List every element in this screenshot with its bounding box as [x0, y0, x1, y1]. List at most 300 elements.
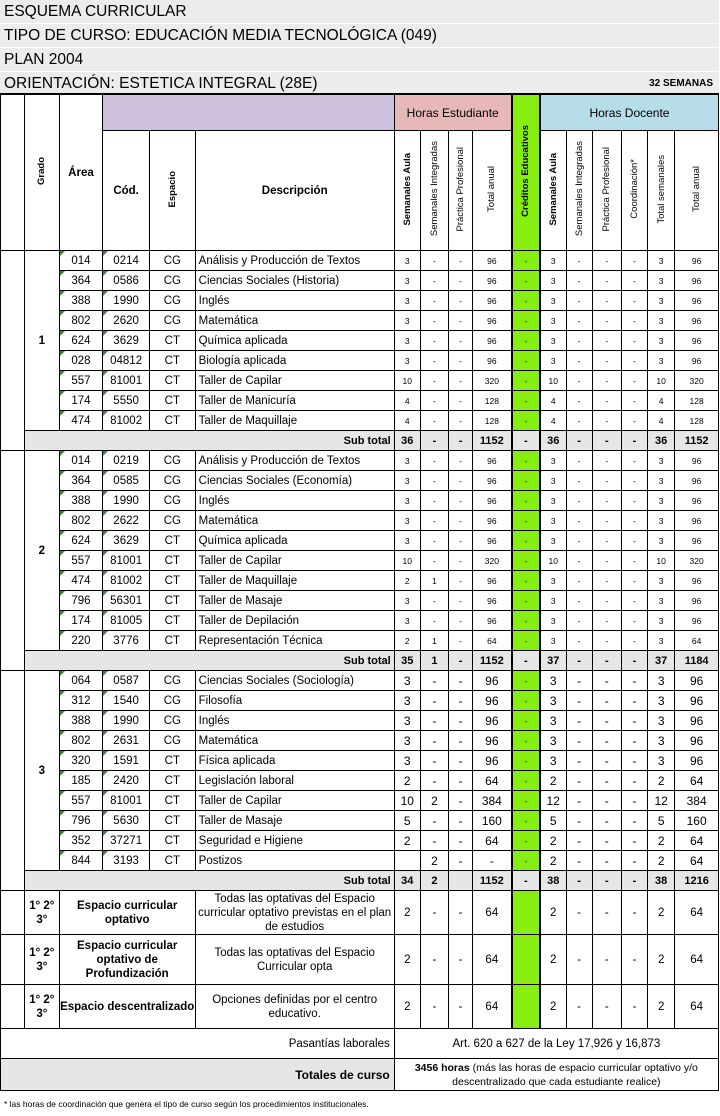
subtotal-row [1, 431, 719, 451]
value-cell: - [512, 451, 540, 471]
value-cell: 96 [473, 511, 512, 531]
table-row [1, 471, 719, 491]
value-cell: - [621, 451, 647, 471]
value-cell: - [512, 591, 540, 611]
subtotal-row [1, 871, 719, 891]
value-cell: - [566, 551, 592, 571]
espacio-cell: CT [149, 331, 195, 351]
col-area: Área [59, 95, 103, 251]
description-cell: Ciencias Sociales (Historia) [195, 271, 394, 291]
espacio-cell: CG [149, 271, 195, 291]
value-cell: - [449, 331, 473, 351]
value-cell: - [566, 411, 592, 431]
description-cell: Química aplicada [195, 331, 394, 351]
subtotal-value: - [566, 651, 592, 671]
value-cell: - [449, 611, 473, 631]
left-margin-cell [1, 935, 25, 985]
area-cell: 364 [59, 271, 103, 291]
area-cell: 014 [59, 451, 103, 471]
value-cell: 2 [394, 771, 420, 791]
area-cell: 802 [59, 731, 103, 751]
totales-hours: 3456 horas [414, 1061, 470, 1074]
subtotal-value: 1152 [473, 651, 512, 671]
value-cell: 2 [540, 831, 566, 851]
value-cell: 96 [473, 751, 512, 771]
value-cell: 2 [420, 791, 448, 811]
value-cell: 3 [540, 691, 566, 711]
description-cell: Química aplicada [195, 531, 394, 551]
table-row [1, 451, 719, 471]
value-cell: - [449, 511, 473, 531]
value-cell: - [621, 411, 647, 431]
value-cell: - [449, 531, 473, 551]
table-row [1, 811, 719, 831]
value-cell: - [592, 771, 621, 791]
value-cell: - [592, 591, 621, 611]
value-cell: 64 [675, 891, 719, 935]
espacio-cell: CG [149, 451, 195, 471]
value-cell: - [592, 451, 621, 471]
espacio-cell: CT [149, 551, 195, 571]
value-cell: 96 [473, 251, 512, 271]
value-cell: - [512, 311, 540, 331]
area-cell: 624 [59, 531, 103, 551]
value-cell: - [592, 531, 621, 551]
subtotal-label: Sub total [24, 651, 394, 671]
subtotal-value: - [592, 651, 621, 671]
value-cell: 3 [394, 691, 420, 711]
value-cell: - [621, 271, 647, 291]
value-cell: - [592, 691, 621, 711]
subtotal-value: 37 [540, 651, 566, 671]
value-cell: 2 [648, 831, 675, 851]
optional-grades: 1° 2° 3° [24, 985, 59, 1029]
value-cell: - [592, 751, 621, 771]
value-cell: 3 [648, 631, 675, 651]
value-cell: - [420, 371, 448, 391]
espacio-cell: CG [149, 251, 195, 271]
value-cell: - [592, 571, 621, 591]
value-cell: 4 [648, 391, 675, 411]
value-cell: 2 [540, 891, 566, 935]
value-cell: 5 [648, 811, 675, 831]
description-cell: Seguridad e Higiene [195, 831, 394, 851]
espacio-cell: CT [149, 631, 195, 651]
value-cell: - [512, 471, 540, 491]
value-cell: - [449, 411, 473, 431]
value-cell: 96 [473, 691, 512, 711]
value-cell: 96 [675, 711, 719, 731]
value-cell: - [621, 891, 647, 935]
value-cell: 10 [648, 371, 675, 391]
value-cell: 96 [675, 611, 719, 631]
value-cell: 128 [675, 411, 719, 431]
subtotal-value: - [512, 651, 540, 671]
optional-grades: 1° 2° 3° [24, 935, 59, 985]
value-cell: 3 [648, 331, 675, 351]
value-cell: 3 [540, 591, 566, 611]
area-cell: 624 [59, 331, 103, 351]
value-cell: 3 [394, 491, 420, 511]
subtotal-row [1, 651, 719, 671]
value-cell: - [566, 711, 592, 731]
value-cell: 3 [540, 251, 566, 271]
subtotal-value: - [621, 871, 647, 891]
description-cell: Taller de Depilación [195, 611, 394, 631]
value-cell: 3 [394, 731, 420, 751]
value-cell: 10 [648, 551, 675, 571]
value-cell: - [420, 751, 448, 771]
code-cell: 2622 [103, 511, 150, 531]
value-cell: - [420, 731, 448, 751]
value-cell: 3 [394, 671, 420, 691]
value-cell: - [512, 351, 540, 371]
value-cell: - [420, 611, 448, 631]
table-row [1, 831, 719, 851]
code-cell: 1990 [103, 491, 150, 511]
subtotal-value: 34 [394, 871, 420, 891]
description-cell: Biología aplicada [195, 351, 394, 371]
weeks-label: 32 SEMANAS [649, 78, 713, 89]
value-cell: 96 [473, 451, 512, 471]
table-row [1, 791, 719, 811]
subtotal-value: 36 [394, 431, 420, 451]
value-cell: 3 [648, 491, 675, 511]
value-cell: - [420, 771, 448, 791]
value-cell: - [566, 891, 592, 935]
value-cell: 96 [675, 571, 719, 591]
value-cell: 3 [648, 571, 675, 591]
subtotal-value: 36 [648, 431, 675, 451]
col-doc-practica: Práctica Profesional [592, 131, 621, 251]
table-row [1, 691, 719, 711]
totales-row [1, 1059, 719, 1091]
value-cell: - [566, 691, 592, 711]
description-cell: Análisis y Producción de Textos [195, 451, 394, 471]
value-cell: - [420, 271, 448, 291]
value-cell: 320 [473, 371, 512, 391]
value-cell: 3 [648, 591, 675, 611]
table-row [1, 591, 719, 611]
code-cell: 3629 [103, 331, 150, 351]
col-creditos: Créditos Educativos [512, 95, 540, 251]
left-margin-cell [1, 451, 25, 671]
value-cell: - [566, 311, 592, 331]
code-cell: 0587 [103, 671, 150, 691]
value-cell: - [592, 671, 621, 691]
value-cell: - [449, 671, 473, 691]
value-cell: - [621, 511, 647, 531]
value-cell: 10 [540, 371, 566, 391]
table-row [1, 371, 719, 391]
title-plan: PLAN 2004 [0, 48, 719, 72]
col-grado: Grado [24, 95, 59, 251]
value-cell: - [449, 631, 473, 651]
value-cell: 12 [540, 791, 566, 811]
area-cell: 388 [59, 491, 103, 511]
value-cell: 4 [394, 391, 420, 411]
table-row [1, 611, 719, 631]
value-cell: - [566, 491, 592, 511]
optional-grades: 1° 2° 3° [24, 891, 59, 935]
value-cell: - [592, 631, 621, 651]
optional-space-name: Espacio curricular optativo [59, 891, 195, 935]
value-cell: - [512, 631, 540, 651]
value-cell: 3 [648, 691, 675, 711]
value-cell: 96 [675, 451, 719, 471]
value-cell: - [592, 851, 621, 871]
value-cell: 96 [473, 731, 512, 751]
totales-value [394, 1059, 718, 1091]
value-cell: - [566, 985, 592, 1029]
value-cell: 4 [540, 411, 566, 431]
value-cell: 384 [675, 791, 719, 811]
value-cell: - [566, 811, 592, 831]
value-cell: 10 [394, 551, 420, 571]
value-cell: 3 [648, 711, 675, 731]
value-cell: 96 [473, 611, 512, 631]
subtotal-value: - [592, 431, 621, 451]
subtotal-value: 35 [394, 651, 420, 671]
value-cell: - [566, 371, 592, 391]
value-cell: 3 [648, 671, 675, 691]
value-cell: - [512, 271, 540, 291]
subtotal-value: - [512, 431, 540, 451]
value-cell: - [592, 511, 621, 531]
value-cell: 3 [540, 351, 566, 371]
value-cell: 3 [394, 311, 420, 331]
espacio-cell: CG [149, 671, 195, 691]
table-row [1, 771, 719, 791]
value-cell: - [592, 985, 621, 1029]
subtotal-value: - [449, 651, 473, 671]
value-cell: - [592, 311, 621, 331]
value-cell: 3 [648, 271, 675, 291]
subtotal-value: - [420, 431, 448, 451]
value-cell: - [566, 631, 592, 651]
value-cell: 96 [473, 571, 512, 591]
col-est-sem-aula: Semanales Aula [394, 131, 420, 251]
subtotal-value: - [566, 431, 592, 451]
value-cell: - [420, 491, 448, 511]
value-cell: 64 [473, 771, 512, 791]
value-cell: 96 [675, 331, 719, 351]
grade-number: 2 [24, 451, 59, 651]
optional-space-desc: Todas las optativas del Espacio curricular optativo previstas en el plan de estudios [195, 891, 394, 935]
value-cell: - [512, 411, 540, 431]
espacio-cell: CT [149, 811, 195, 831]
table-row [1, 291, 719, 311]
value-cell: - [592, 471, 621, 491]
value-cell: 96 [675, 271, 719, 291]
value-cell: 2 [648, 985, 675, 1029]
description-cell: Taller de Masaje [195, 591, 394, 611]
value-cell: - [566, 531, 592, 551]
footnote: * las horas de coordinación que genera el tipo de curso según los procedimientos institucionales. [4, 1099, 369, 1109]
value-cell: 2 [648, 891, 675, 935]
value-cell: - [621, 551, 647, 571]
description-cell: Taller de Maquillaje [195, 571, 394, 591]
value-cell: 96 [675, 671, 719, 691]
subtotal-value: 36 [540, 431, 566, 451]
col-est-sem-integradas: Semanales Integradas [420, 131, 448, 251]
subtotal-value: 1152 [473, 431, 512, 451]
value-cell: 96 [473, 271, 512, 291]
value-cell: 3 [648, 311, 675, 331]
table-row [1, 571, 719, 591]
value-cell: - [566, 271, 592, 291]
area-cell: 557 [59, 371, 103, 391]
code-cell: 0214 [103, 251, 150, 271]
value-cell: 3 [540, 631, 566, 651]
value-cell: - [449, 831, 473, 851]
description-cell: Legislación laboral [195, 771, 394, 791]
value-cell: - [449, 391, 473, 411]
subtotal-value: - [592, 871, 621, 891]
value-cell: - [592, 791, 621, 811]
description-cell: Taller de Masaje [195, 811, 394, 831]
description-cell: Matemática [195, 731, 394, 751]
value-cell: 2 [648, 935, 675, 985]
value-cell: 3 [540, 671, 566, 691]
value-cell: 64 [473, 985, 512, 1029]
value-cell: - [621, 831, 647, 851]
description-cell: Taller de Capilar [195, 371, 394, 391]
optional-space-name: Espacio curricular optativo de Profundización [59, 935, 195, 985]
area-cell: 802 [59, 311, 103, 331]
value-cell: 128 [473, 411, 512, 431]
table-row [1, 351, 719, 371]
value-cell: - [592, 271, 621, 291]
espacio-cell: CT [149, 791, 195, 811]
left-margin-cell [1, 671, 25, 891]
value-cell: 3 [540, 751, 566, 771]
value-cell: 96 [473, 311, 512, 331]
value-cell: 3 [648, 251, 675, 271]
value-cell: - [420, 671, 448, 691]
value-cell: - [420, 891, 448, 935]
value-cell: - [566, 451, 592, 471]
col-doc-total-anual: Total anual [675, 131, 719, 251]
subtotal-value: 1216 [675, 871, 719, 891]
code-cell: 5550 [103, 391, 150, 411]
subtotal-value: - [621, 431, 647, 451]
col-doc-sem-aula: Semanales Aula [540, 131, 566, 251]
value-cell: 96 [473, 591, 512, 611]
subtotal-value: 2 [420, 871, 448, 891]
table-row [1, 411, 719, 431]
value-cell: 3 [394, 351, 420, 371]
value-cell: 3 [648, 451, 675, 471]
value-cell: 96 [473, 491, 512, 511]
value-cell: - [592, 371, 621, 391]
value-cell: - [449, 891, 473, 935]
left-margin-cell [1, 251, 25, 451]
value-cell: - [512, 491, 540, 511]
espacio-cell: CG [149, 491, 195, 511]
optional-space-row [1, 891, 719, 935]
area-cell: 014 [59, 251, 103, 271]
value-cell: 64 [473, 831, 512, 851]
value-cell: - [449, 491, 473, 511]
value-cell: - [566, 291, 592, 311]
value-cell: - [621, 671, 647, 691]
value-cell: - [449, 251, 473, 271]
description-cell: Análisis y Producción de Textos [195, 251, 394, 271]
value-cell: 64 [675, 831, 719, 851]
value-cell: 3 [648, 351, 675, 371]
value-cell: 160 [675, 811, 719, 831]
value-cell: - [449, 571, 473, 591]
table-row [1, 391, 719, 411]
description-cell: Postizos [195, 851, 394, 871]
subtotal-value: 37 [648, 651, 675, 671]
description-cell: Taller de Manicuría [195, 391, 394, 411]
value-cell: 320 [675, 371, 719, 391]
value-cell: - [512, 851, 540, 871]
value-cell: 2 [394, 985, 420, 1029]
value-cell: 96 [675, 691, 719, 711]
value-cell: 2 [540, 771, 566, 791]
value-cell: 3 [540, 491, 566, 511]
code-cell: 0585 [103, 471, 150, 491]
espacio-cell: CT [149, 351, 195, 371]
col-descripcion: Descripción [195, 131, 394, 251]
value-cell: - [420, 351, 448, 371]
col-est-total-anual: Total anual [473, 131, 512, 251]
value-cell: - [449, 771, 473, 791]
value-cell: 128 [675, 391, 719, 411]
value-cell: - [566, 831, 592, 851]
code-cell: 5630 [103, 811, 150, 831]
value-cell: - [420, 471, 448, 491]
value-cell: - [512, 551, 540, 571]
value-cell: - [592, 891, 621, 935]
value-cell: 3 [394, 711, 420, 731]
value-cell: - [449, 371, 473, 391]
value-cell: - [420, 811, 448, 831]
value-cell: 3 [540, 511, 566, 531]
value-cell: 3 [648, 731, 675, 751]
value-cell: - [512, 771, 540, 791]
table-row [1, 331, 719, 351]
value-cell: - [449, 271, 473, 291]
col-doc-coordinacion: Coordinación* [621, 131, 647, 251]
value-cell: - [512, 511, 540, 531]
value-cell: 3 [394, 291, 420, 311]
horas-docente-header: Horas Docente [540, 95, 719, 131]
subtotal-value: - [621, 651, 647, 671]
value-cell: 4 [540, 391, 566, 411]
code-cell: 81005 [103, 611, 150, 631]
espacio-cell: CT [149, 371, 195, 391]
description-cell: Inglés [195, 711, 394, 731]
espacio-cell: CG [149, 511, 195, 531]
area-cell: 064 [59, 671, 103, 691]
value-cell: - [512, 371, 540, 391]
value-cell: - [449, 311, 473, 331]
title-orientacion [0, 72, 719, 95]
value-cell: 2 [394, 631, 420, 651]
table-row [1, 251, 719, 271]
code-cell: 81001 [103, 371, 150, 391]
value-cell: - [420, 831, 448, 851]
value-cell: 2 [648, 851, 675, 871]
code-cell: 1540 [103, 691, 150, 711]
value-cell: - [566, 751, 592, 771]
optional-space-row [1, 935, 719, 985]
value-cell: 96 [675, 251, 719, 271]
